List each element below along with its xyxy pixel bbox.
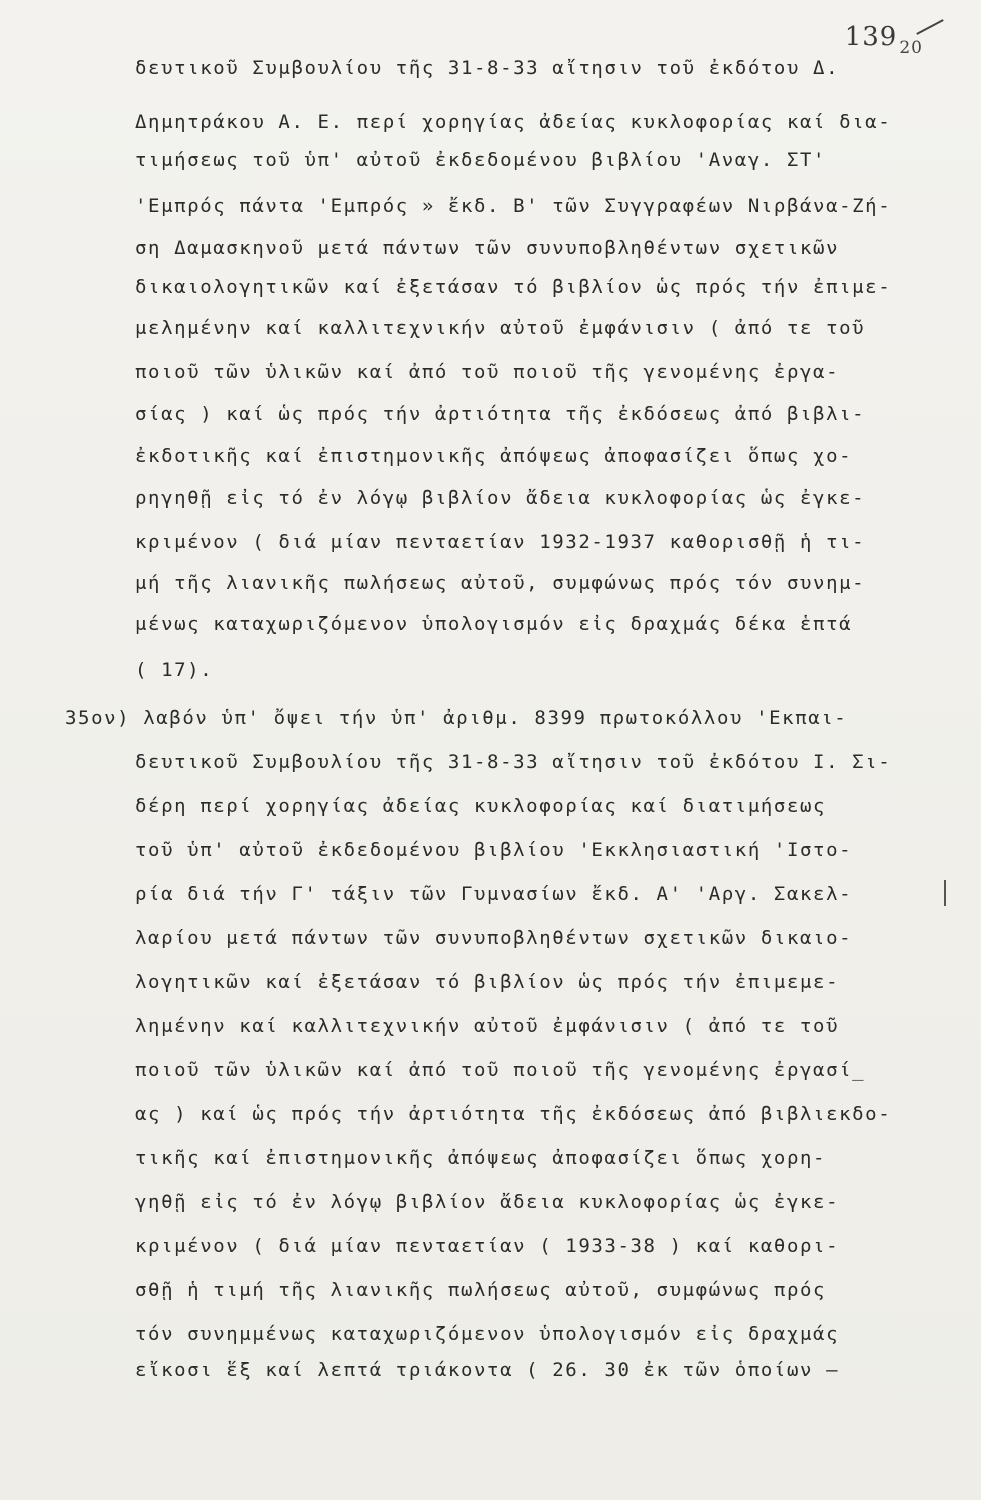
page-number <box>844 22 923 58</box>
margin-mark <box>944 880 946 906</box>
text-line: λαρίου μετά πάντων τῶν συνυποβληθέντων σχετικῶν δικαιο- <box>135 927 853 949</box>
text-line: λημένην καί καλλιτεχνικήν αὐτοῦ ἐμφάνισιν ( ἀπό τε τοῦ <box>135 1015 840 1037</box>
text-line: μή τῆς λιανικῆς πωλήσεως αὐτοῦ, συμφώνως πρός τόν συνημ- <box>135 572 866 594</box>
text-line: τοῦ ὑπ' αὐτοῦ ἐκδεδομένου βιβλίου 'Εκκλησιαστική 'Ιστο- <box>135 839 853 861</box>
strike-mark <box>916 19 943 35</box>
text-line: εἴκοσι ἕξ καί λεπτά τριάκοντα ( 26. 30 ἐκ τῶν ὁποίων — <box>135 1359 840 1381</box>
text-line: τικῆς καί ἐπιστημονικῆς ἀπόψεως ἀποφασίζει ὅπως χορη- <box>135 1147 827 1169</box>
text-line: δευτικοῦ Συμβουλίου τῆς 31-8-33 αἴτησιν τοῦ ἐκδότου Δ. <box>135 57 840 79</box>
text-line: Δημητράκου Α. Ε. περί χορηγίας ἀδείας κυκλοφορίας καί δια- <box>135 111 892 133</box>
text-line: ρηγηθῇ εἰς τό ἐν λόγῳ βιβλίον ἄδεια κυκλοφορίας ὡς ἐγκε- <box>135 487 866 509</box>
text-line: ρία διά τήν Γ' τάξιν τῶν Γυμνασίων ἔκδ. Α' 'Αργ. Σακελ- <box>135 883 853 905</box>
text-line: ποιοῦ τῶν ὑλικῶν καί ἀπό τοῦ ποιοῦ τῆς γενομένης ἐργα- <box>135 361 840 383</box>
text-line: δέρη περί χορηγίας ἀδείας κυκλοφορίας καί διατιμήσεως <box>135 795 827 817</box>
text-line: μένως καταχωριζόμενον ὑπολογισμόν εἰς δραχμάς δέκα ἑπτά <box>135 613 853 635</box>
text-line: ( 17). <box>135 659 214 681</box>
text-line: δευτικοῦ Συμβουλίου τῆς 31-8-33 αἴτησιν τοῦ ἐκδότου Ι. Σι- <box>135 751 892 773</box>
text-line: δικαιολογητικῶν καί ἐξετάσαν τό βιβλίον ὡς πρός τήν ἐπιμε- <box>135 276 892 298</box>
text-line: λογητικῶν καί ἐξετάσαν τό βιβλίον ὡς πρός τήν ἐπιμεμε- <box>135 971 840 993</box>
page-number-stamp: 20 <box>899 38 923 58</box>
text-line: τόν συνημμένως καταχωριζόμενον ὑπολογισμόν εἰς δραχμάς <box>135 1323 840 1345</box>
text-line: κριμένον ( διά μίαν πενταετίαν ( 1933-38 ) καί καθορι- <box>135 1235 840 1257</box>
text-line: 35ον) λαβόν ὑπ' ὄψει τήν ὑπ' ἀριθμ. 8399 πρωτοκόλλου 'Εκπαι- <box>65 707 848 729</box>
text-line: τιμήσεως τοῦ ὑπ' αὐτοῦ ἐκδεδομένου βιβλίου 'Αναγ. ΣΤ' <box>135 149 827 171</box>
text-line: κριμένον ( διά μίαν πενταετίαν 1932-1937 καθορισθῇ ἡ τι- <box>135 531 866 553</box>
text-line: 'Εμπρός πάντα 'Εμπρός » ἔκδ. Β' τῶν Συγγραφέων Νιρβάνα-Ζή- <box>135 195 892 217</box>
text-line: ποιοῦ τῶν ὑλικῶν καί ἀπό τοῦ ποιοῦ τῆς γενομένης ἐργασί_ <box>135 1059 866 1081</box>
text-line: μελημένην καί καλλιτεχνικήν αὐτοῦ ἐμφάνισιν ( ἀπό τε τοῦ <box>135 317 866 339</box>
text-line: ας ) καί ὡς πρός τήν ἀρτιότητα τῆς ἐκδόσεως ἀπό βιβλιεκδο- <box>135 1103 892 1125</box>
text-line: γηθῇ εἰς τό ἐν λόγῳ βιβλίον ἄδεια κυκλοφορίας ὡς ἐγκε- <box>135 1191 840 1213</box>
text-line: ἐκδοτικῆς καί ἐπιστημονικῆς ἀπόψεως ἀποφασίζει ὅπως χο- <box>135 445 853 467</box>
text-line: σίας ) καί ὡς πρός τήν ἀρτιότητα τῆς ἐκδόσεως ἀπό βιβλι- <box>135 403 866 425</box>
text-line: σθῇ ἡ τιμή τῆς λιανικῆς πωλήσεως αὐτοῦ, συμφώνως πρός <box>135 1279 827 1301</box>
page-number-handwritten: 139 <box>844 22 898 52</box>
text-line: ση Δαμασκηνοῦ μετά πάντων τῶν συνυποβληθέντων σχετικῶν <box>135 237 840 259</box>
